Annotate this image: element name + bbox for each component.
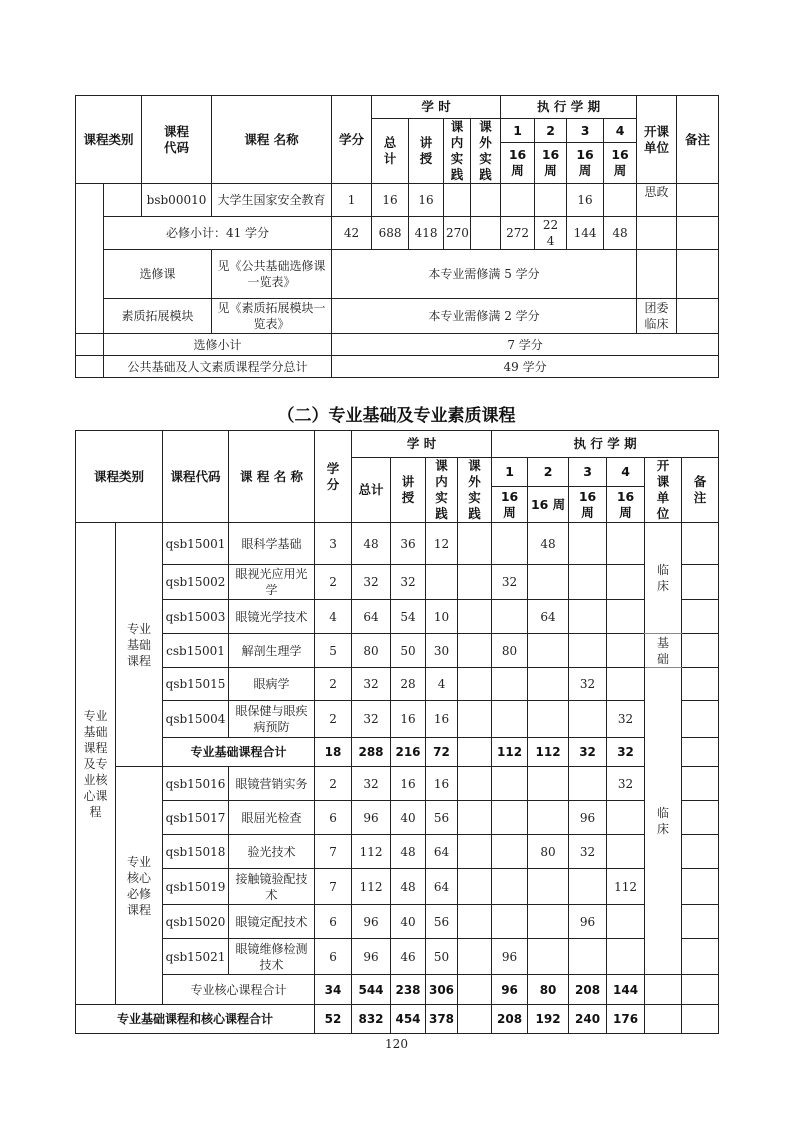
grand-total-value: 49 学分: [332, 356, 719, 378]
cell-s3: 32: [569, 668, 607, 701]
subtotal-row: [76, 738, 719, 767]
cell-s3: 96: [569, 905, 607, 939]
subtotal-remark: [682, 975, 719, 1005]
elective-remark: [677, 250, 719, 299]
subtotal-remark: [682, 738, 719, 767]
course-code: bsb00010: [142, 184, 212, 217]
section-title: （二）专业基础及专业素质课程: [277, 406, 516, 426]
cell-out: [458, 701, 492, 738]
cell-total: 96: [352, 905, 391, 939]
required-subtotal-s4: 48: [604, 217, 637, 250]
header-hours-out-practice: 课 外 实 践: [471, 119, 501, 184]
cell-code: qsb15003: [163, 600, 229, 634]
cell-s3: [569, 523, 607, 565]
cell-s2: 64: [528, 600, 569, 634]
cell-s1: 96: [492, 939, 528, 975]
cell-s2: [528, 767, 569, 801]
header-remark: 备注: [677, 96, 719, 184]
header-remark: 备 注: [682, 458, 719, 523]
cell-code: qsb15004: [163, 701, 229, 738]
cell-remark: [682, 565, 719, 600]
grand-total-s4: 176: [607, 1005, 645, 1034]
cell-total: 64: [352, 600, 391, 634]
cell-total: 32: [352, 668, 391, 701]
cell-lecture: 48: [391, 835, 426, 869]
cell-lecture: 36: [391, 523, 426, 565]
subtotal-in: 306: [426, 975, 458, 1005]
cell-s4: [607, 905, 645, 939]
cell-s3: [569, 869, 607, 905]
quality-ref: 见《素质拓展模块一览表》: [212, 299, 332, 334]
course-out-practice: [471, 184, 501, 217]
header-name: 课程 名称: [212, 96, 332, 184]
header-semester-2: 2: [535, 119, 567, 143]
cell-s1: [492, 869, 528, 905]
header-hours-in-practice: 课 内 实 践: [426, 458, 458, 523]
group-category: 专业 基础 课程: [116, 523, 163, 767]
course-s4: [604, 184, 637, 217]
cell-s4: [607, 801, 645, 835]
elective-dept: [637, 250, 677, 299]
course-name: 大学生国家安全教育: [212, 184, 332, 217]
cell-lecture: 40: [391, 905, 426, 939]
cell-s2: 80: [528, 835, 569, 869]
quality-note: 本专业需修满 2 学分: [332, 299, 637, 334]
header-hours-total: 总计: [352, 458, 391, 523]
cell-s3: [569, 767, 607, 801]
cell-total: 112: [352, 835, 391, 869]
outer-category: 专业 基础 课程 及专 业核 心课 程: [76, 523, 116, 1005]
subtotal-s1: 96: [492, 975, 528, 1005]
cell-s1: [492, 905, 528, 939]
elective-ref: 见《公共基础选修课一览表》: [212, 250, 332, 299]
table-row: [76, 869, 719, 905]
cell-lecture: 16: [391, 701, 426, 738]
cell-code: qsb15001: [163, 523, 229, 565]
header-semester-3: 3: [567, 119, 604, 143]
cell-out: [458, 600, 492, 634]
public-courses-table: [75, 95, 719, 378]
cell-lecture: 16: [391, 767, 426, 801]
subtotal-s1: 112: [492, 738, 528, 767]
cell-s2: [528, 701, 569, 738]
professional-courses-table: [75, 430, 719, 1034]
elective-note: 本专业需修满 5 学分: [332, 250, 637, 299]
cell-lecture: 32: [391, 565, 426, 600]
cell-out: [458, 767, 492, 801]
header-row-1: [76, 431, 719, 458]
cell-s4: [607, 523, 645, 565]
cell-s2: 48: [528, 523, 569, 565]
grand-total-s3: 240: [569, 1005, 607, 1034]
cell-credits: 4: [315, 600, 352, 634]
header-code: 课程代码: [163, 431, 229, 523]
subtotal-row: [76, 975, 719, 1005]
table-row: [76, 634, 719, 668]
category-cell-empty: [76, 184, 104, 334]
header-semester-3: 3: [569, 458, 607, 487]
quality-dept: 团委 临床: [637, 299, 677, 334]
cell-credits: 6: [315, 801, 352, 835]
cell-credits: 2: [315, 668, 352, 701]
cell-code: qsb15015: [163, 668, 229, 701]
dept-cell: 临 床: [645, 523, 682, 634]
table-row: [76, 668, 719, 701]
subtotal-s2: 112: [528, 738, 569, 767]
cell-out: [458, 523, 492, 565]
cell-credits: 6: [315, 905, 352, 939]
cell-out: [458, 905, 492, 939]
header-semester-4: 4: [604, 119, 637, 143]
table-row: [76, 600, 719, 634]
grand-total-remark: [682, 1005, 719, 1034]
cell-name: 眼病学: [229, 668, 315, 701]
cell-name: 眼镜光学技术: [229, 600, 315, 634]
cell-in: 56: [426, 905, 458, 939]
cell-s3: 32: [569, 835, 607, 869]
cell-remark: [682, 701, 719, 738]
cell-s1: [492, 668, 528, 701]
subtotal-in: 72: [426, 738, 458, 767]
required-subtotal-row: [76, 217, 719, 250]
grand-total-s2: 192: [528, 1005, 569, 1034]
grand-total-row: [76, 1005, 719, 1034]
cell-lecture: 28: [391, 668, 426, 701]
cell-remark: [682, 835, 719, 869]
course-lecture-hours: 16: [409, 184, 444, 217]
subtotal-credits: 18: [315, 738, 352, 767]
course-dept: 思政: [637, 184, 677, 217]
cell-out: [458, 939, 492, 975]
required-subtotal-label: 必修小计：41 学分: [104, 217, 332, 250]
header-row-1: [76, 96, 719, 119]
cell-in: 12: [426, 523, 458, 565]
header-weeks-1: 16 周: [492, 487, 528, 523]
required-subtotal-lecture: 418: [409, 217, 444, 250]
cell-total: 96: [352, 801, 391, 835]
elective-subtotal-value: 7 学分: [332, 334, 719, 356]
cell-total: 96: [352, 939, 391, 975]
cell-remark: [682, 523, 719, 565]
cell-in: 16: [426, 767, 458, 801]
cell-remark: [682, 668, 719, 701]
header-hours-out-practice: 课 外 实 践: [458, 458, 492, 523]
header-weeks-2: 16 周: [528, 487, 569, 523]
cell-code: qsb15021: [163, 939, 229, 975]
course-s3: 16: [567, 184, 604, 217]
group-category: 专业 核心 必修 课程: [116, 767, 163, 1005]
header-semester-group: 执 行 学 期: [501, 96, 637, 119]
header-hours-lecture: 讲 授: [391, 458, 426, 523]
subtotal-s4: 32: [607, 738, 645, 767]
cell-code: qsb15020: [163, 905, 229, 939]
grand-total-label: 公共基础及人文素质课程学分总计: [104, 356, 332, 378]
grand-total-credits: 52: [315, 1005, 352, 1034]
header-hours-group: 学 时: [352, 431, 492, 458]
cell-s3: [569, 939, 607, 975]
cell-code: qsb15019: [163, 869, 229, 905]
subcategory-cell-empty: [104, 184, 142, 217]
table-row: [76, 835, 719, 869]
cell-s1: [492, 801, 528, 835]
grand-total-s1: 208: [492, 1005, 528, 1034]
cell-total: 32: [352, 767, 391, 801]
header-hours-total: 总 计: [372, 119, 409, 184]
cell-out: [458, 801, 492, 835]
cell-s2: [528, 668, 569, 701]
cell-remark: [682, 905, 719, 939]
header-category: 课程类别: [76, 431, 163, 523]
required-subtotal-s1: 272: [501, 217, 535, 250]
elective-subtotal-category: [76, 334, 104, 356]
cell-s1: [492, 767, 528, 801]
cell-s1: 80: [492, 634, 528, 668]
course-remark: [677, 184, 719, 217]
table-row: [76, 939, 719, 975]
cell-name: 验光技术: [229, 835, 315, 869]
cell-credits: 3: [315, 523, 352, 565]
cell-s4: 112: [607, 869, 645, 905]
cell-remark: [682, 600, 719, 634]
required-subtotal-remark: [677, 217, 719, 250]
cell-out: [458, 869, 492, 905]
cell-out: [458, 668, 492, 701]
course-credits: 1: [332, 184, 372, 217]
subtotal-s4: 144: [607, 975, 645, 1005]
course-s1: [501, 184, 535, 217]
header-semester-2: 2: [528, 458, 569, 487]
cell-total: 32: [352, 701, 391, 738]
cell-out: [458, 835, 492, 869]
cell-in: 50: [426, 939, 458, 975]
cell-name: 眼镜定配技术: [229, 905, 315, 939]
grand-total-out: [458, 1005, 492, 1034]
cell-in: 56: [426, 801, 458, 835]
required-subtotal-out-practice: [471, 217, 501, 250]
table-row: [76, 801, 719, 835]
cell-s1: [492, 701, 528, 738]
header-semester-group: 执 行 学 期: [492, 431, 719, 458]
cell-lecture: 46: [391, 939, 426, 975]
subtotal-out: [458, 975, 492, 1005]
cell-s2: [528, 634, 569, 668]
cell-lecture: 40: [391, 801, 426, 835]
cell-lecture: 54: [391, 600, 426, 634]
cell-s3: [569, 565, 607, 600]
header-weeks-4: 16 周: [604, 143, 637, 184]
header-hours-in-practice: 课 内 实 践: [444, 119, 471, 184]
header-dept: 开课 单位: [637, 96, 677, 184]
cell-remark: [682, 767, 719, 801]
cell-code: qsb15016: [163, 767, 229, 801]
grand-total-in: 378: [426, 1005, 458, 1034]
cell-name: 眼科学基础: [229, 523, 315, 565]
cell-in: 64: [426, 869, 458, 905]
cell-remark: [682, 939, 719, 975]
subtotal-s2: 80: [528, 975, 569, 1005]
cell-s4: 32: [607, 701, 645, 738]
cell-credits: 7: [315, 869, 352, 905]
cell-name: 眼镜维修检测技术: [229, 939, 315, 975]
quality-label: 素质拓展模块: [104, 299, 212, 334]
cell-s4: 32: [607, 767, 645, 801]
cell-remark: [682, 634, 719, 668]
subtotal-lecture: 238: [391, 975, 426, 1005]
table-row: [76, 565, 719, 600]
header-weeks-4: 16 周: [607, 487, 645, 523]
header-weeks-1: 16 周: [501, 143, 535, 184]
header-semester-1: 1: [501, 119, 535, 143]
cell-code: csb15001: [163, 634, 229, 668]
course-in-practice: [444, 184, 471, 217]
cell-remark: [682, 869, 719, 905]
course-total-hours: 16: [372, 184, 409, 217]
grand-total-dept: [645, 1005, 682, 1034]
subtotal-total: 544: [352, 975, 391, 1005]
cell-in: 10: [426, 600, 458, 634]
cell-s4: [607, 939, 645, 975]
elective-subtotal-label: 选修小计: [104, 334, 332, 356]
header-category: 课程类别: [76, 96, 142, 184]
cell-remark: [682, 801, 719, 835]
subtotal-s3: 208: [569, 975, 607, 1005]
required-subtotal-in-practice: 270: [444, 217, 471, 250]
cell-s4: [607, 634, 645, 668]
header-hours-lecture: 讲 授: [409, 119, 444, 184]
cell-name: 接触镜验配技术: [229, 869, 315, 905]
header-weeks-2: 16 周: [535, 143, 567, 184]
header-name: 课 程 名 称: [229, 431, 315, 523]
header-hours-group: 学 时: [372, 96, 501, 119]
required-subtotal-total: 688: [372, 217, 409, 250]
table-row: [76, 905, 719, 939]
cell-code: qsb15017: [163, 801, 229, 835]
cell-total: 80: [352, 634, 391, 668]
course-s2: [535, 184, 567, 217]
cell-s3: 96: [569, 801, 607, 835]
table-row: [76, 184, 719, 217]
subtotal-credits: 34: [315, 975, 352, 1005]
elective-row: [76, 250, 719, 299]
cell-lecture: 48: [391, 869, 426, 905]
subtotal-out: [458, 738, 492, 767]
header-credits: 学分: [332, 96, 372, 184]
page-number: 120: [385, 1037, 408, 1051]
cell-in: 30: [426, 634, 458, 668]
grand-total-label: 专业基础课程和核心课程合计: [76, 1005, 315, 1034]
subtotal-total: 288: [352, 738, 391, 767]
cell-in: 64: [426, 835, 458, 869]
cell-s4: [607, 668, 645, 701]
cell-s1: [492, 523, 528, 565]
table-row: [76, 701, 719, 738]
cell-name: 眼保健与眼疾病预防: [229, 701, 315, 738]
subtotal-lecture: 216: [391, 738, 426, 767]
subtotal-label: 专业核心课程合计: [163, 975, 315, 1005]
cell-out: [458, 634, 492, 668]
cell-credits: 2: [315, 767, 352, 801]
cell-s3: [569, 634, 607, 668]
cell-s4: [607, 600, 645, 634]
cell-credits: 5: [315, 634, 352, 668]
cell-s4: [607, 835, 645, 869]
cell-name: 眼屈光检查: [229, 801, 315, 835]
grand-total-category: [76, 356, 104, 378]
cell-s1: [492, 835, 528, 869]
required-subtotal-credits: 42: [332, 217, 372, 250]
cell-name: 解剖生理学: [229, 634, 315, 668]
header-credits: 学 分: [315, 431, 352, 523]
cell-code: qsb15018: [163, 835, 229, 869]
cell-in: 4: [426, 668, 458, 701]
cell-total: 32: [352, 565, 391, 600]
cell-credits: 6: [315, 939, 352, 975]
cell-in: 16: [426, 701, 458, 738]
required-subtotal-s3: 144: [567, 217, 604, 250]
subtotal-dept: [645, 975, 682, 1005]
dept-cell: 临 床: [645, 668, 682, 975]
header-weeks-3: 16 周: [567, 143, 604, 184]
header-weeks-3: 16 周: [569, 487, 607, 523]
cell-credits: 2: [315, 701, 352, 738]
grand-total-lecture: 454: [391, 1005, 426, 1034]
cell-s2: [528, 869, 569, 905]
cell-s2: [528, 905, 569, 939]
cell-credits: 2: [315, 565, 352, 600]
cell-s3: [569, 600, 607, 634]
elective-subtotal-row: [76, 334, 719, 356]
header-semester-1: 1: [492, 458, 528, 487]
cell-s2: [528, 939, 569, 975]
required-subtotal-s2: 224: [535, 217, 567, 250]
cell-s4: [607, 565, 645, 600]
cell-credits: 7: [315, 835, 352, 869]
header-dept: 开 课 单 位: [645, 458, 682, 523]
cell-name: 眼镜营销实务: [229, 767, 315, 801]
cell-s2: [528, 565, 569, 600]
header-code: 课程 代码: [142, 96, 212, 184]
quality-remark: [677, 299, 719, 334]
cell-s1: [492, 600, 528, 634]
cell-s1: 32: [492, 565, 528, 600]
cell-name: 眼视光应用光学: [229, 565, 315, 600]
dept-cell: 基 础: [645, 634, 682, 668]
cell-code: qsb15002: [163, 565, 229, 600]
cell-out: [458, 565, 492, 600]
quality-row: [76, 299, 719, 334]
cell-total: 48: [352, 523, 391, 565]
table-row: [76, 523, 719, 565]
required-subtotal-dept: [637, 217, 677, 250]
header-semester-4: 4: [607, 458, 645, 487]
table-row: [76, 767, 719, 801]
subtotal-label: 专业基础课程合计: [163, 738, 315, 767]
cell-s2: [528, 801, 569, 835]
cell-s3: [569, 701, 607, 738]
cell-total: 112: [352, 869, 391, 905]
cell-lecture: 50: [391, 634, 426, 668]
grand-total-row: [76, 356, 719, 378]
elective-label: 选修课: [104, 250, 212, 299]
cell-in: [426, 565, 458, 600]
grand-total-total: 832: [352, 1005, 391, 1034]
subtotal-s3: 32: [569, 738, 607, 767]
